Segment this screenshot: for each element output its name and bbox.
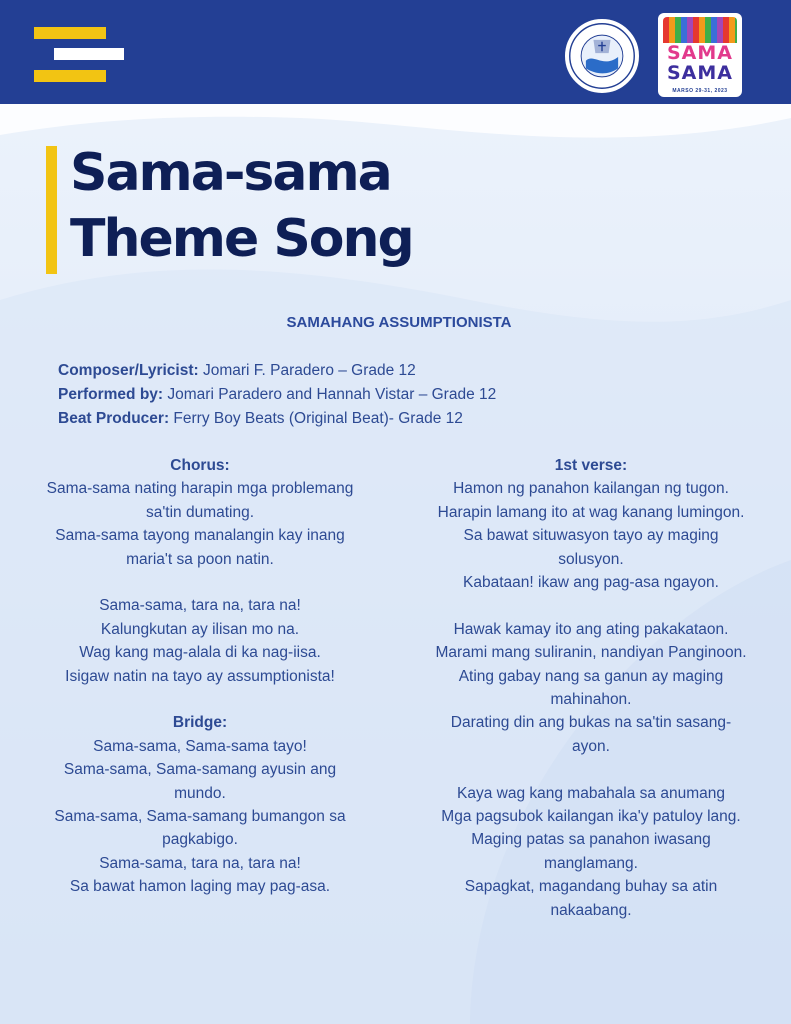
lyric-line: Hamon ng panahon kailangan ng tugon. xyxy=(453,480,729,498)
lyric-line: ayon. xyxy=(572,737,610,755)
lyric-line: Hawak kamay ito ang ating pakakataon. xyxy=(453,620,729,638)
lyric-line: manglamang. xyxy=(544,854,638,872)
chorus-lines xyxy=(20,477,380,711)
lyric-line: mahinahon. xyxy=(550,691,632,709)
lyric-line: Sama-sama, Sama-samang ayusin ang xyxy=(63,761,337,779)
lyric-line: Maging patas sa panahon iwasang xyxy=(471,831,711,849)
lyric-line: Sa bawat hamon laging may pag-asa. xyxy=(69,878,331,896)
credit-producer: Beat Producer: Ferry Boy Beats (Original Beat)- Grade 12 xyxy=(58,410,463,427)
lyric-line: mundo. xyxy=(174,784,226,802)
lyric-line: Kabataan! ikaw ang pag-asa ngayon. xyxy=(463,574,719,592)
lyrics-right-column xyxy=(410,454,772,922)
lyric-line: Isigaw natin na tayo ay assumptionista! xyxy=(65,667,335,685)
title-accent-bar xyxy=(46,146,57,274)
verse-heading: 1st verse: xyxy=(554,457,628,474)
lyric-line xyxy=(410,758,772,781)
bridge-heading: Bridge: xyxy=(172,714,228,732)
verse-lines xyxy=(410,477,772,922)
lyric-line: sa'tin dumating. xyxy=(145,503,255,521)
credit-composer: Composer/Lyricist: Jomari F. Paradero – Grade 12 xyxy=(58,362,416,379)
sama-sama-event-logo xyxy=(658,13,742,97)
lyric-line: Marami mang suliranin, nandiyan Panginoon. xyxy=(435,644,747,662)
lyric-line: Kalungkutan ay ilisan mo na. xyxy=(100,620,300,638)
bridge-lines xyxy=(20,735,380,899)
page-title-line2: Theme Song xyxy=(70,209,413,269)
chorus-heading: Chorus: xyxy=(170,457,230,474)
lyric-line: Sa bawat situwasyon tayo ay maging xyxy=(463,527,719,545)
lyric-line: Darating din ang bukas na sa'tin sasang- xyxy=(450,714,732,732)
lyric-line: solusyon. xyxy=(558,550,624,568)
hamburger-menu-icon[interactable] xyxy=(34,27,126,83)
event-logo-line2: SAMA xyxy=(666,62,733,84)
lyric-line xyxy=(20,688,380,711)
lyric-line: maria't sa poon natin. xyxy=(126,550,274,568)
lyric-line: Kaya wag kang mabahala sa anumang xyxy=(457,784,725,802)
lyric-line: Sama-sama nating harapin mga problemang xyxy=(46,480,354,498)
lyric-line: Mga pagsubok kailangan ika'y patuloy lang. xyxy=(441,808,741,826)
lyric-line: Sama-sama tayong manalangin kay inang xyxy=(55,527,345,545)
lyric-line: Harapin lamang ito at wag kanang lumingon. xyxy=(437,503,745,521)
event-logo-line1: SAMA xyxy=(666,42,733,64)
lyric-line: Sama-sama, tara na, tara na! xyxy=(99,597,301,615)
lyric-line xyxy=(410,594,772,617)
header-bar xyxy=(0,0,791,104)
event-logo-date: MARSO 29-31, 2023 xyxy=(672,88,728,94)
credit-performer: Performed by: Jomari Paradero and Hannah Vistar – Grade 12 xyxy=(58,386,497,403)
lyric-line: nakaabang. xyxy=(550,901,632,919)
lyrics-left-column xyxy=(20,454,380,899)
page-title xyxy=(70,140,413,272)
lyric-line: Wag kang mag-alala di ka nag-iisa. xyxy=(79,644,321,662)
lyric-line: Sama-sama, Sama-sama tayo! xyxy=(93,737,307,755)
lyric-line: Ating gabay nang sa ganun ay maging xyxy=(458,667,724,685)
school-seal-logo xyxy=(563,17,641,95)
credits-block xyxy=(58,359,496,431)
lyric-line xyxy=(20,571,380,594)
lyric-line: Sama-sama, tara na, tara na! xyxy=(99,854,301,872)
lyric-line: Sama-sama, Sama-samang bumangon sa xyxy=(54,808,346,826)
lyric-line: pagkabigo. xyxy=(162,831,238,849)
lyric-line: Sapagkat, magandang buhay sa atin xyxy=(464,878,718,896)
group-name: SAMAHANG ASSUMPTIONISTA xyxy=(286,314,512,331)
page-title-line1: Sama-sama xyxy=(70,143,391,203)
